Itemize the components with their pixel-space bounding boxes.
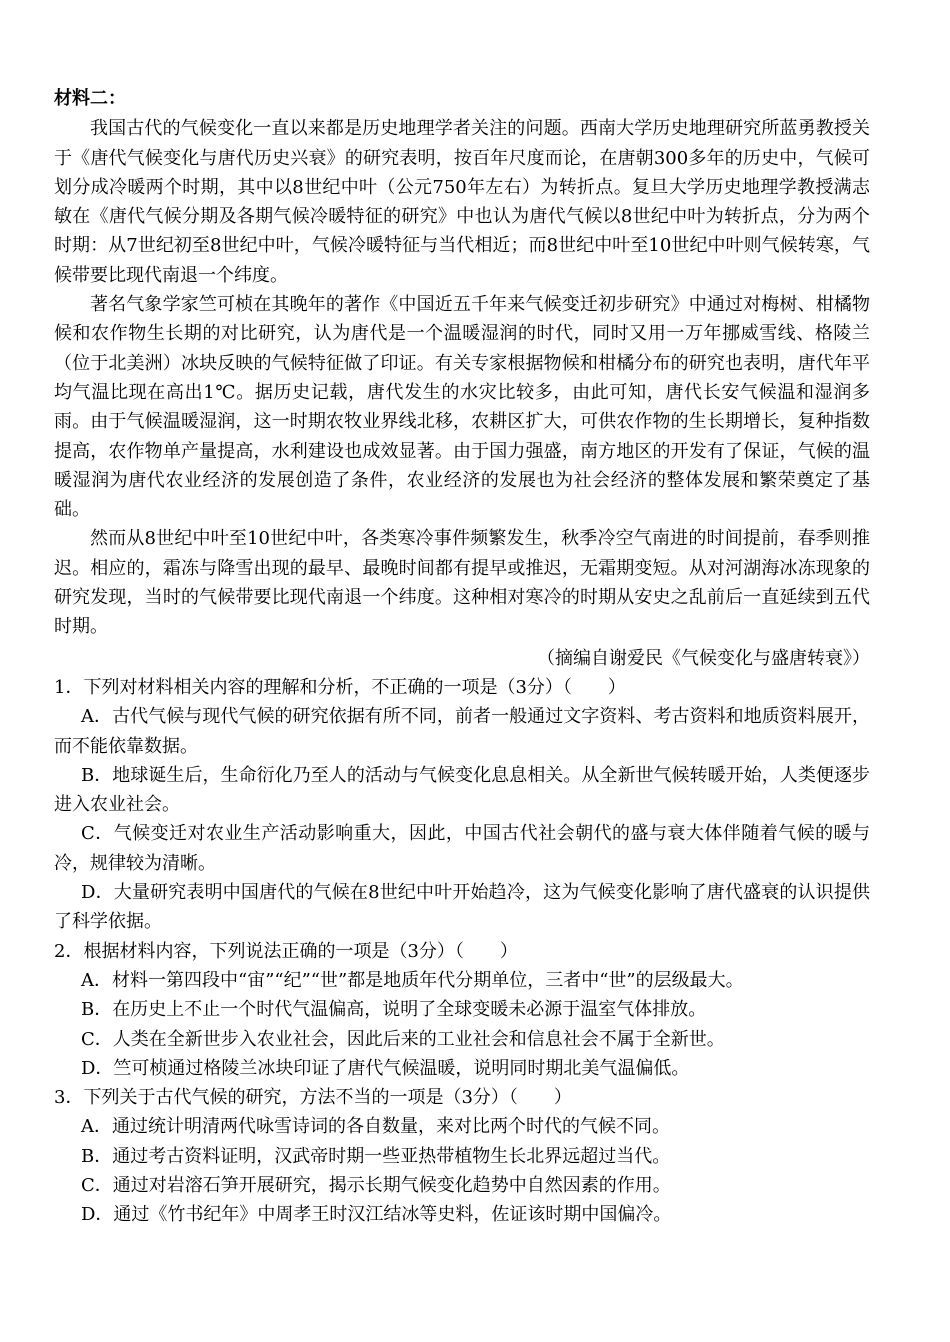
question-stem: 2．根据材料内容，下列说法正确的一项是（3分）（ ） — [54, 940, 518, 962]
option-d: D．通过《竹书纪年》中周孝王时汉江结冰等史料，佐证该时期中国偏冷。 — [81, 1204, 672, 1226]
option-c: C．气候变迁对农业生产活动影响重大，因此，中国古代社会朝代的盛与衰大体伴随着气候的暖与冷，规律较为清晰。 — [54, 823, 870, 874]
question-stem: 1．下列对材料相关内容的理解和分析，不正确的一项是（3分）（ ） — [54, 676, 626, 698]
option-a: A．材料一第四段中“宙”“纪”“世”都是地质年代分期单位，三者中“世”的层级最大。 — [81, 969, 744, 991]
material-paragraph-1: 我国古代的气候变化一直以来都是历史地理学者关注的问题。西南大学历史地理研究所蓝勇教授关于《唐代气候变化与唐代历史兴衰》的研究表明，按百年尺度而论，在唐朝300多年的历史中，气候可划分成冷暖两个时期，其中以8世纪中叶（公元750年左右）为转折点。复旦大学历史地理学教授满志敏在《唐代气候分期及各期气候冷暖特征的研究》中也认为唐代气候以8世纪中叶为转折点，分为两个时期：从7世纪初至8世纪中叶，气候冷暖特征与当代相近；而8世纪中叶至10世纪中叶则气候转寒，气候带要比现代南退一个纬度。 — [54, 118, 870, 286]
option-c: C．人类在全新世步入农业社会，因此后来的工业社会和信息社会不属于全新世。 — [81, 1028, 725, 1050]
question-2 — [54, 937, 870, 1083]
option-d: D．大量研究表明中国唐代的气候在8世纪中叶开始趋冷，这为气候变化影响了唐代盛衰的认识提供了科学依据。 — [54, 882, 870, 933]
option-a: A．古代气候与现代气候的研究依据有所不同，前者一般通过文字资料、考古资料和地质资料展开，而不能依靠数据。 — [54, 706, 870, 757]
option-c: C．通过对岩溶石笋开展研究，揭示长期气候变化趋势中自然因素的作用。 — [81, 1174, 671, 1196]
material-paragraph-2: 著名气象学家竺可桢在其晚年的著作《中国近五千年来气候变迁初步研究》中通过对梅树、柑橘物候和农作物生长期的对比研究，认为唐代是一个温暖湿润的时代，同时又用一万年挪威雪线、格陵兰（位于北美洲）冰块反映的气候特征做了印证。有关专家根据物候和柑橘分布的研究也表明，唐代年平均气温比现在高出1℃。据历史记载，唐代发生的水灾比较多，由此可知，唐代长安气候温和湿润多雨。由于气候温暖湿润，这一时期农牧业界线北移，农耕区扩大，可供农作物的生长期增长，复种指数提高，农作物单产量提高，水利建设也成效显著。由于国力强盛，南方地区的开发有了保证，气候的温暖湿润为唐代农业经济的发展创造了条件，农业经济的发展也为社会经济的整体发展和繁荣奠定了基础。 — [54, 294, 870, 521]
material-paragraph-3: 然而从8世纪中叶至10世纪中叶，各类寒冷事件频繁发生，秋季冷空气南进的时间提前，春季则推迟。相应的，霜冻与降雪出现的最早、最晚时间都有提早或推迟，无霜期变短。从对河湖海冰冻现象的研究发现，当时的气候带要比现代南退一个纬度。这种相对寒冷的时期从安史之乱前后一直延续到五代时期。 — [54, 528, 870, 638]
option-b: B．通过考古资料证明，汉武帝时期一些亚热带植物生长北界远超过当代。 — [81, 1145, 671, 1167]
option-b: B．地球诞生后，生命衍化乃至人的活动与气候变化息息相关。从全新世气候转暖开始，人类便逐步进入农业社会。 — [54, 764, 870, 816]
material-source: （摘编自谢爱民《气候变化与盛唐转衰》） — [537, 647, 870, 669]
question-1 — [54, 673, 870, 937]
question-3 — [54, 1083, 870, 1229]
option-a: A．通过统计明清两代咏雪诗词的各自数量，来对比两个时代的气候不同。 — [81, 1116, 670, 1138]
option-b: B．在历史上不止一个时代气温偏高，说明了全球变暖未必源于温室气体排放。 — [81, 999, 707, 1021]
material-title: 材料二： — [54, 88, 126, 109]
exam-page — [54, 84, 870, 1230]
option-d: D．竺可桢通过格陵兰冰块印证了唐代气候温暖，说明同时期北美气温偏低。 — [81, 1057, 690, 1079]
question-stem: 3．下列关于古代气候的研究，方法不当的一项是（3分）（ ） — [54, 1087, 572, 1109]
